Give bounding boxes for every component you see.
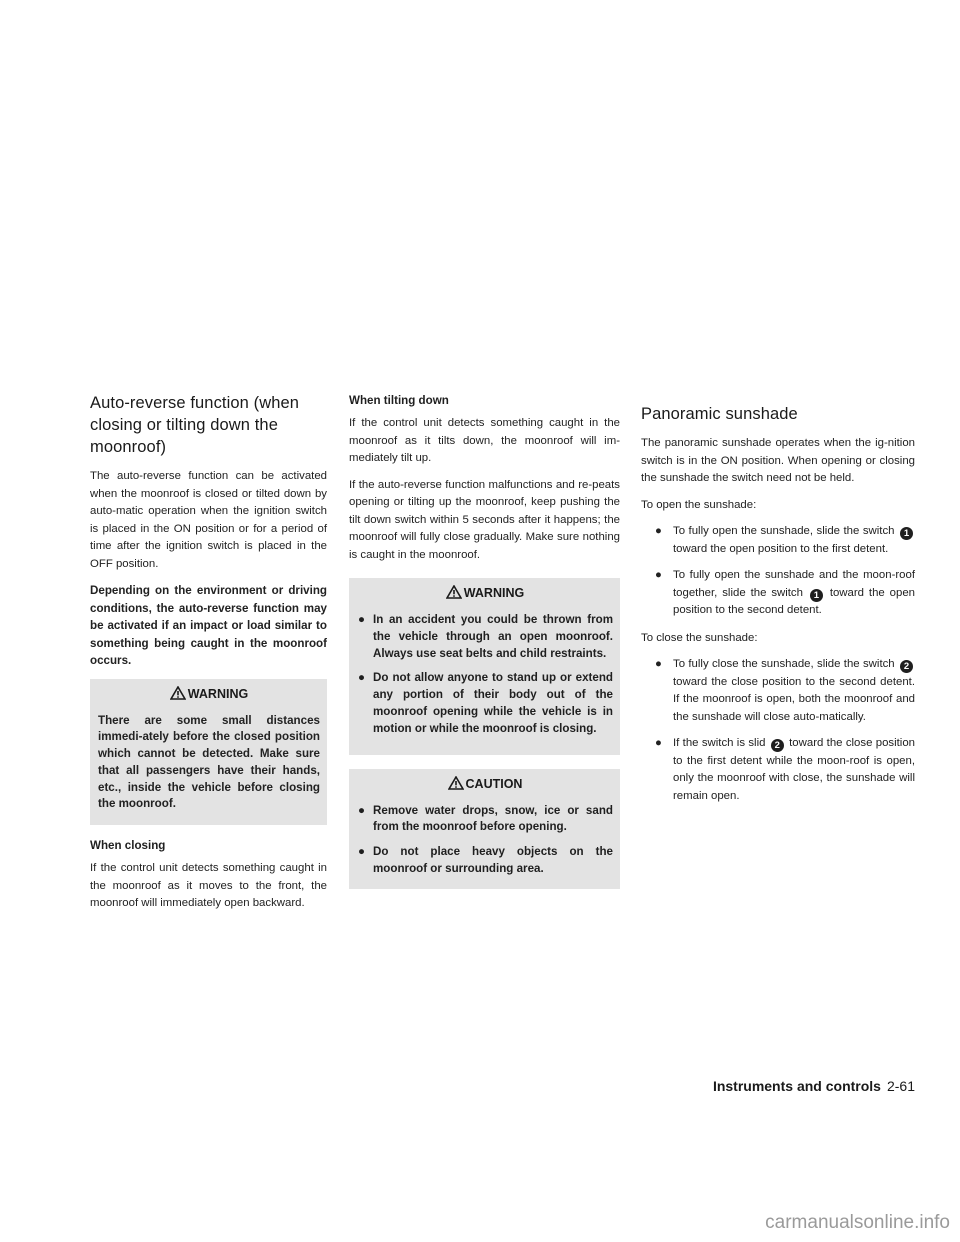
paragraph-malfunction: If the auto-reverse function malfunctions and re-peats opening or tilting up the moonroof, keep pushing the tilt down switch within 5 seconds after it happens; the moonroof will fully close gradually. Make sure nothing is caught in the moonroof. — [349, 478, 620, 561]
page-footer — [713, 1078, 915, 1094]
paragraph-when-closing: If the control unit detects something caught in the moonroof as it moves to the front, the moonroof will immediately open backward. — [90, 862, 327, 910]
column-left — [90, 392, 327, 922]
caution-item: ● Remove water drops, snow, ice or sand from the moonroof before opening. — [358, 803, 613, 834]
warning-label: WARNING — [187, 686, 249, 701]
watermark: carmanualsonline.info — [765, 1212, 950, 1233]
bullet-icon: ● — [358, 845, 366, 859]
caution-list — [357, 803, 613, 878]
heading-open-sunshade: To open the sunshade: — [641, 498, 757, 511]
paragraph-activation: The auto-reverse function can be activated when the moonroof is closed or tilted down by auto-matic operation when the ignition switch is placed in the ON position or for a period of time after the ignition switch is placed in the OFF position. — [90, 470, 327, 570]
bullet-icon: ● — [655, 658, 662, 670]
bullet-icon: ● — [358, 613, 366, 626]
footer-section-title: Instruments and controls — [712, 1078, 881, 1094]
switch-2-badge: 2 — [900, 660, 913, 673]
page-number: 2-61 — [886, 1078, 915, 1094]
paragraph-when-tilting-down: If the control unit detects something caught in the moonroof as it tilts down, the moonroof will im-mediately tilt up. — [349, 417, 620, 464]
paragraph-sunshade-intro: The panoramic sunshade operates when the ig-nition switch is in the ON position. When opening or closing the sunshade the switch need not be held. — [641, 437, 915, 484]
list-item: ● To fully open the sunshade and the moon-roof together, slide the switch 1 toward the open position to the second detent. — [655, 569, 915, 616]
warning-box-distances — [90, 679, 327, 826]
list-item: ● To fully open the sunshade, slide the switch 1 toward the open position to the first detent. — [653, 523, 915, 558]
warning-label: WARNING — [463, 586, 525, 600]
bullet-icon: ● — [655, 569, 662, 581]
column-middle — [349, 392, 620, 901]
heading-close-sunshade: To close the sunshade: — [641, 631, 758, 644]
bullet-icon: ● — [655, 737, 662, 749]
warning-triangle-icon — [170, 686, 186, 700]
section-title-auto-reverse: Auto-reverse function (when closing or tilting down the moonroof) — [90, 394, 300, 456]
warning-item: ● Do not allow anyone to stand up or extend any portion of their body out of the moonroof opening while the vehicle is in motion or while the moonroof is closing. — [358, 671, 613, 735]
heading-when-closing: When closing — [90, 839, 166, 853]
heading-when-tilting-down: When tilting down — [349, 394, 449, 407]
caution-label: CAUTION — [465, 776, 523, 791]
warning-item: ● In an accident you could be thrown from the vehicle through an open moonroof. Always use seat belts and child restraints. — [358, 613, 613, 660]
switch-1-badge: 1 — [900, 527, 913, 540]
column-right — [641, 403, 915, 815]
warning-title — [98, 685, 320, 703]
bullet-icon: ● — [358, 803, 366, 817]
paragraph-environment: Depending on the environment or driving conditions, the auto-reverse function may be activated if an impact or load similar to something being caught in the moonroof occurs. — [90, 584, 327, 667]
caution-title — [357, 775, 613, 793]
switch-2-badge: 2 — [771, 739, 784, 752]
switch-1-badge: 1 — [810, 589, 823, 602]
warning-triangle-icon — [446, 585, 462, 599]
warning-list — [357, 612, 613, 738]
bullet-icon: ● — [655, 525, 662, 537]
section-title-panoramic-sunshade: Panoramic sunshade — [641, 405, 798, 423]
caution-triangle-icon — [448, 776, 464, 790]
bullet-icon: ● — [358, 671, 366, 685]
open-sunshade-list — [641, 523, 915, 620]
caution-box — [349, 769, 620, 889]
warning-text: There are some small distances immedi-ately before the closed position which cannot be detected. Make sure that all passengers have their hands, etc., inside the vehicle before closing the moonroof. — [98, 713, 320, 811]
list-item: ● To fully close the sunshade, slide the switch 2 toward the close position to the second detent. If the moonroof is open, both the moonroof and the sunshade will close auto-matically. — [655, 658, 915, 723]
warning-title — [357, 584, 613, 602]
caution-item: ● Do not place heavy objects on the moonroof or surrounding area. — [358, 845, 613, 875]
close-sunshade-list — [641, 656, 915, 805]
warning-box-accident — [349, 578, 620, 755]
list-item: ● If the switch is slid 2 toward the close position to the first detent while the moon-roof is open, only the moonroof with close, the sunshade will remain open. — [655, 737, 916, 802]
